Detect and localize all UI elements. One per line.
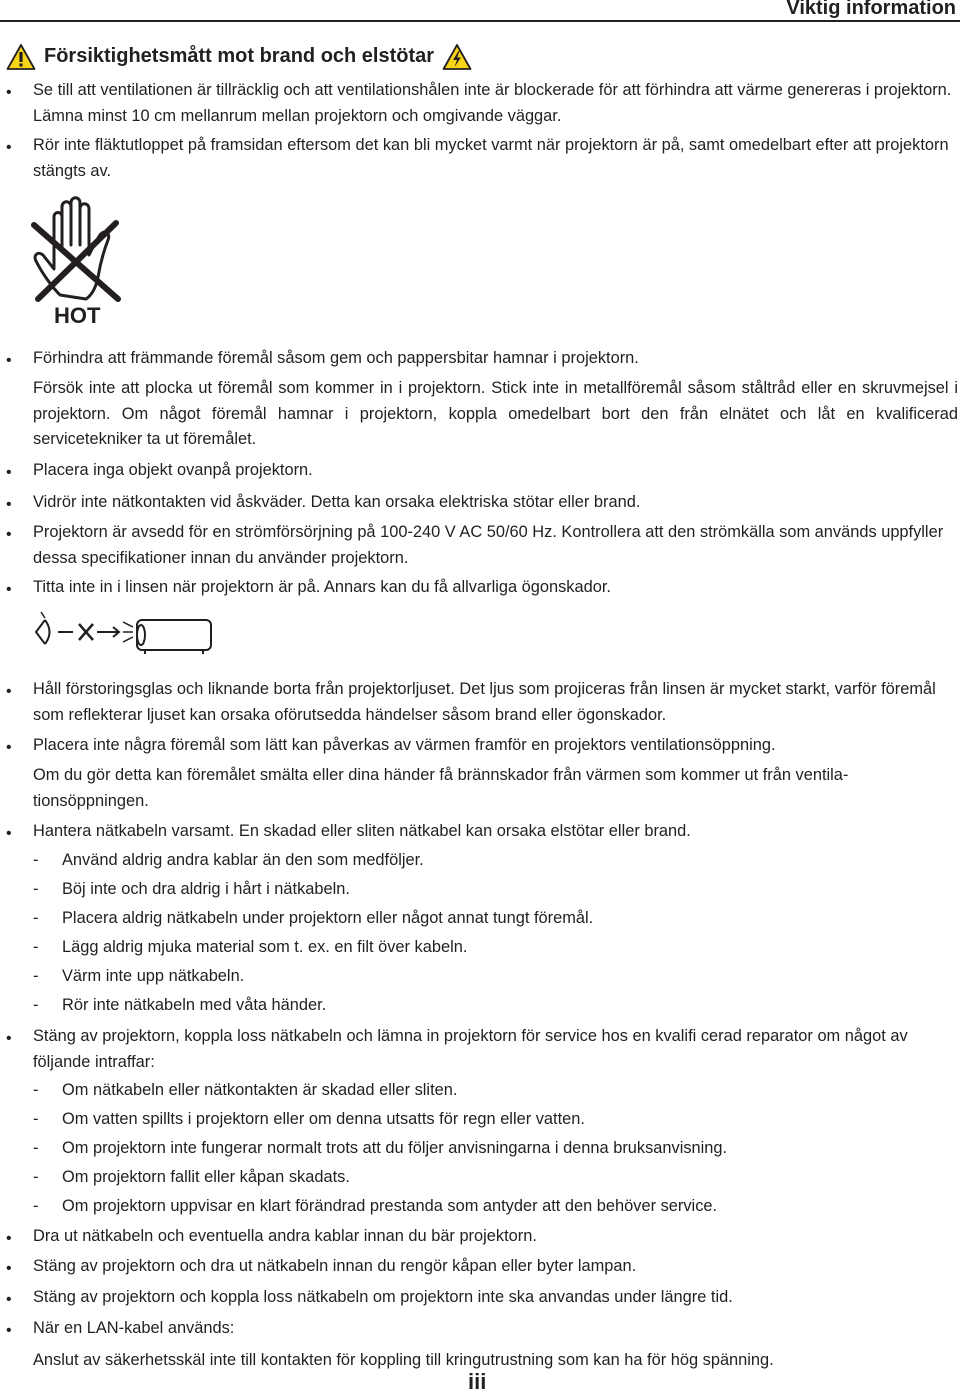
list-item: Projektorn är avsedd för en strömförsörjning på 100-240 V AC 50/60 Hz. Kontrollera att den strömkälla som används uppfyller dessa specifikationer innan du använder projektorn. (33, 523, 944, 567)
bullet-marker: • (6, 1230, 12, 1247)
service-condition: Om projektorn uppvisar en klart förändrad prestanda som antyder att den behöver service. (62, 1197, 718, 1215)
dash-marker: - (33, 1110, 39, 1128)
hot-surface-icon (30, 195, 125, 325)
list-item: Se till att ventilationen är tillräcklig och att ventilationshålen inte är blockerade för att förhindra att värme genereras i projektorn. Lämna minst 10 cm mellanrum mellan projektorn och omgivande väggar. (33, 81, 952, 125)
list-item: Titta inte in i linsen när projektorn är på. Annars kan du få allvarliga ögonskador. (33, 578, 611, 596)
do-not-look-into-lens-icon (33, 610, 218, 655)
list-item-continuation: Försök inte att plocka ut föremål som kommer in i projektorn. Stick inte in metallföremål såsom ståltråd eller en skruvmejsel i projektorn. Om något föremål hamnar i projektorn, koppla omedelbart bort den från elnätet och låt en kvalificerad servicetekniker ta ut föremålet. (33, 379, 958, 449)
dash-marker: - (33, 996, 39, 1014)
dash-marker: - (33, 880, 39, 898)
electric-shock-warning-icon (442, 43, 472, 71)
cable-rule: Värm inte upp nätkabeln. (62, 967, 245, 985)
list-item: Förhindra att främmande föremål såsom gem och pappersbitar hamnar i projektorn. (33, 349, 639, 367)
page-number: iii (468, 1369, 487, 1394)
list-item: Vidrör inte nätkontakten vid åskväder. Detta kan orsaka elektriska stötar eller brand. (33, 493, 641, 511)
list-item-continuation: Anslut av säkerhetsskäl inte till kontakten för koppling till kringutrustning som kan ha för hög spänning. (33, 1351, 774, 1369)
dash-marker: - (33, 909, 39, 927)
bullet-marker: • (6, 739, 12, 756)
list-item: Stäng av projektorn och dra ut nätkabeln innan du rengör kåpan eller byter lampan. (33, 1257, 637, 1275)
cable-rule: Placera aldrig nätkabeln under projektorn eller något annat tungt föremål. (62, 909, 594, 927)
list-item: Placera inte några föremål som lätt kan påverkas av värmen framför en projektors ventilationsöppning. (33, 736, 776, 754)
list-item: Hantera nätkabeln varsamt. En skadad eller sliten nätkabel kan orsaka elstötar eller brand. (33, 822, 691, 840)
hot-label: HOT (54, 303, 101, 325)
header-title: Viktig information (778, 0, 956, 20)
bullet-marker: • (6, 1030, 12, 1047)
list-item: Placera inga objekt ovanpå projektorn. (33, 461, 313, 479)
bullet-marker: • (6, 139, 12, 156)
list-item: När en LAN-kabel används: (33, 1319, 235, 1337)
list-item: Dra ut nätkabeln och eventuella andra kablar innan du bär projektorn. (33, 1227, 537, 1245)
service-condition: Om vatten spillts i projektorn eller om denna utsatts för regn eller vatten. (62, 1110, 585, 1128)
bullet-marker: • (6, 526, 12, 543)
section-title-text: Försiktighetsmått mot brand och elstötar (44, 45, 435, 68)
bullet-marker: • (6, 1322, 12, 1339)
cable-rule: Rör inte nätkabeln med våta händer. (62, 996, 327, 1014)
dash-marker: - (33, 851, 39, 869)
section-title (6, 40, 472, 74)
bullet-marker: • (6, 84, 12, 101)
bullet-marker: • (6, 1260, 12, 1277)
service-condition: Om projektorn inte fungerar normalt trots att du följer anvisningarna i denna bruksanvisning. (62, 1139, 728, 1157)
service-condition: Om projektorn fallit eller kåpan skadats. (62, 1168, 350, 1186)
dash-marker: - (33, 938, 39, 956)
bullet-marker: • (6, 352, 12, 369)
dash-marker: - (33, 1168, 39, 1186)
cable-rule: Böj inte och dra aldrig i hårt i nätkabeln. (62, 880, 350, 898)
dash-marker: - (33, 967, 39, 985)
cable-rule: Lägg aldrig mjuka material som t. ex. en filt över kabeln. (62, 938, 468, 956)
dash-marker: - (33, 1197, 39, 1215)
dash-marker: - (33, 1081, 39, 1099)
header-rule (0, 20, 960, 22)
list-item: Stäng av projektorn, koppla loss nätkabeln och lämna in projektorn för service hos en kvalifi cerad reparator om något av följande intraffar: (33, 1027, 908, 1071)
bullet-marker: • (6, 464, 12, 481)
bullet-marker: • (6, 581, 12, 598)
service-condition: Om nätkabeln eller nätkontakten är skadad eller sliten. (62, 1081, 458, 1099)
bullet-marker: • (6, 683, 12, 700)
cable-rule: Använd aldrig andra kablar än den som medföljer. (62, 851, 424, 869)
warning-triangle-icon (6, 43, 36, 71)
bullet-marker: • (6, 496, 12, 513)
list-item: Håll förstoringsglas och liknande borta från projektorljuset. Det ljus som projiceras från linsen är mycket starkt, varför föremål som reflekterar ljuset kan orsaka oförutsedda händelser såsom brand eller ögonskador. (33, 680, 936, 724)
list-item: Rör inte fläktutloppet på framsidan eftersom det kan bli mycket varmt när projektorn är på, samt omedelbart efter att projektorn stängts av. (33, 136, 949, 180)
list-item: Stäng av projektorn och koppla loss nätkabeln om projektorn inte ska anvandas under längre tid. (33, 1288, 733, 1306)
bullet-marker: • (6, 825, 12, 842)
bullet-marker: • (6, 1291, 12, 1308)
page-header (0, 0, 960, 24)
dash-marker: - (33, 1139, 39, 1157)
list-item-continuation: Om du gör detta kan föremålet smälta eller dina händer få brännskador från värmen som kommer ut från ventila- tionsöppningen. (33, 766, 849, 810)
